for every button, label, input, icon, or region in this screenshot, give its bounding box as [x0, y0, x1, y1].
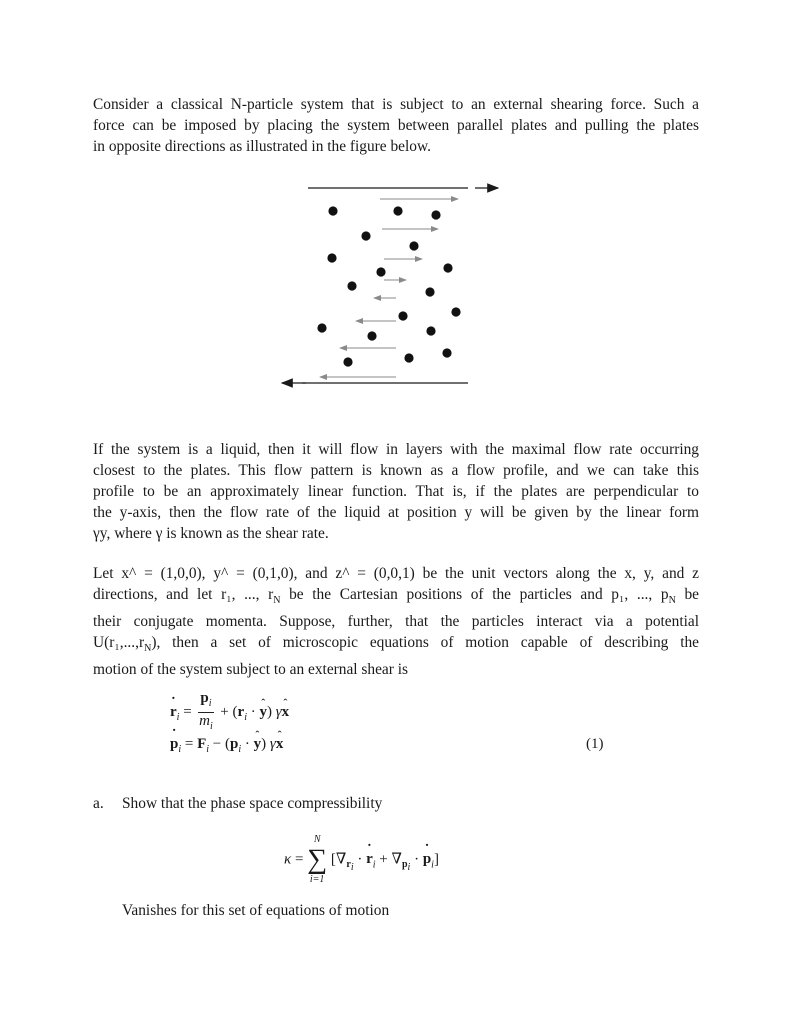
- eom-line-5: motion of the system subject to an external shear is: [93, 661, 409, 679]
- flow-paragraph: [93, 439, 699, 544]
- particle: [393, 206, 402, 215]
- equation-number: (1): [586, 736, 604, 752]
- particle: [425, 287, 434, 296]
- flow-line-5: γy, where γ is known as the shear rate.: [93, 525, 329, 542]
- particle: [442, 348, 451, 357]
- flow-line-2: closest to the plates. This flow pattern is known as a flow profile, and we can take this: [93, 462, 699, 479]
- eom-line-1: Let x^ = (1,0,0), y^ = (0,1,0), and z^ = (0,0,1) be the unit vectors along the x, y, and z: [93, 565, 699, 582]
- part-a-text: Show that the phase space compressibility: [122, 795, 383, 812]
- particle: [426, 326, 435, 335]
- particle: [347, 281, 356, 290]
- part-a-closing: Vanishes for this set of equations of motion: [122, 902, 390, 919]
- particle: [409, 241, 418, 250]
- particle: [431, 210, 440, 219]
- sum-symbol: N ∑ i=1: [307, 834, 328, 885]
- intro-paragraph: [93, 94, 699, 157]
- particle: [343, 357, 352, 366]
- particle: [327, 253, 336, 262]
- flow-line-3: profile to be an approximately linear function. That is, if the plates are perpendicular to: [93, 483, 699, 500]
- part-a-label: a.: [93, 795, 104, 812]
- particle: [361, 231, 370, 240]
- flow-line-4: the y-axis, then the flow rate of the liquid at position y will be given by the linear form: [93, 504, 699, 521]
- particle: [367, 331, 376, 340]
- eom-line-2: directions, and let r₁, ..., $r_N$ be the Cartesian positions of the particles and p₁, ..., $p_N$ be: [93, 586, 699, 607]
- eom-line-4: $U(r_1,...,r_N)$, then a set of microscopic equations of motion capable of describing the: [93, 634, 699, 655]
- flow-line-1: If the system is a liquid, then it will flow in layers with the maximal flow rate occurring: [93, 441, 699, 458]
- particle: [376, 267, 385, 276]
- particle: [404, 353, 413, 362]
- eom-line-3: their conjugate momenta. Suppose, further, that the particles interact via a potential: [93, 613, 699, 631]
- particle: [398, 311, 407, 320]
- compressibility-equation: κ = N ∑ i=1 [$\nabla_{r_i}$ · ˙ $r_i + \nabla_{p_i}$ · ˙ $p_i$]: [284, 834, 439, 886]
- particles: [317, 206, 460, 366]
- equation-r-dot: ˙ $r_i$ = $\frac{p_i}{m_i}$ + ($r_i$ · ˆ y) γˆ x: [170, 690, 289, 735]
- particle: [443, 263, 452, 272]
- equation-p-dot: ˙ $p_i = F_i - (p_i$ · ˆ y) γˆ x: [170, 736, 283, 755]
- particle: [451, 307, 460, 316]
- intro-line-1: Consider a classical N-particle system that is subject to an external shearing force. Such a: [93, 96, 699, 113]
- eom-paragraph: [93, 563, 699, 680]
- shear-flow-figure: [270, 178, 510, 393]
- particle: [317, 323, 326, 332]
- intro-line-2: force can be imposed by placing the system between parallel plates and pulling the plates: [93, 117, 699, 134]
- particle: [328, 206, 337, 215]
- intro-line-3: in opposite directions as illustrated in the figure below.: [93, 138, 431, 155]
